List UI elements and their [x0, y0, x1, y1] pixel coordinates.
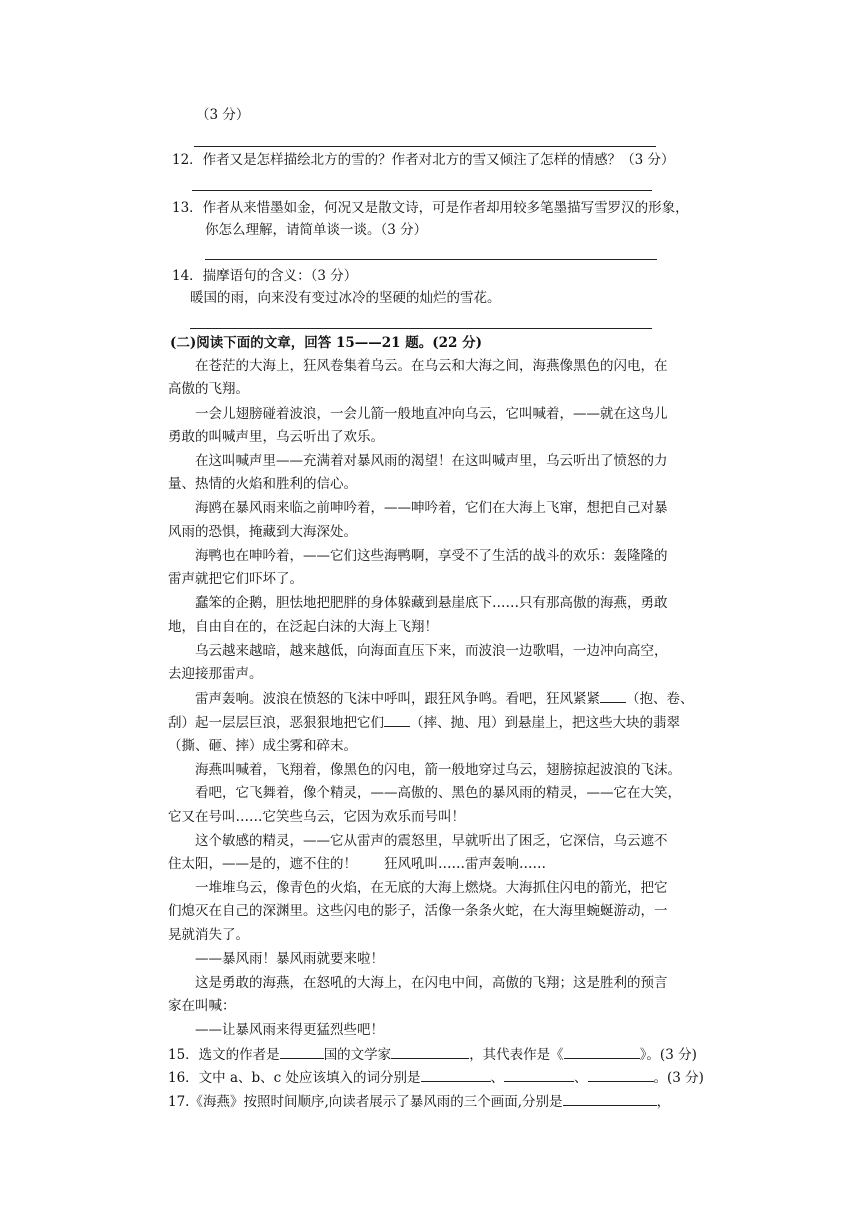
answer-line — [190, 328, 652, 329]
blank-b[interactable] — [384, 712, 410, 727]
passage-line: （撕、砸、摔）成尘雾和碎末。 — [168, 738, 357, 754]
passage-text: （抱、卷、 — [626, 691, 694, 707]
passage-line: 家在叫喊： — [168, 998, 236, 1014]
answer-blank[interactable] — [391, 1044, 469, 1059]
question-text: ，其代表作是《 — [469, 1047, 564, 1063]
passage-line: ——暴风雨！暴风雨就要来啦！ — [195, 951, 384, 967]
blank-a[interactable] — [600, 688, 626, 703]
passage-text: 雷声轰响。波浪在愤怒的飞沫中呼叫，跟狂风争鸣。看吧，狂风紧紧 — [195, 691, 600, 707]
answer-blank[interactable] — [421, 1067, 491, 1082]
question-13-line-1: 13．作者从来惜墨如金，何况又是散文诗，可是作者却用较多笔墨描写雪罗汉的形象， — [172, 200, 689, 216]
passage-text: 刮）起一层层巨浪，恶狠狠地把它们 — [168, 715, 384, 731]
passage-line: ——让暴风雨来得更猛烈些吧！ — [195, 1022, 384, 1038]
passage-line: 乌云越来越暗，越来越低，向海面直压下来，而波浪一边歌唱，一边冲向高空， — [195, 643, 668, 659]
passage-line: 看吧，它飞舞着，像个精灵，——高傲的、黑色的暴风雨的精灵，——它在大笑， — [195, 785, 681, 801]
answer-blank[interactable] — [280, 1044, 324, 1059]
answer-blank[interactable] — [504, 1067, 574, 1082]
answer-line — [192, 190, 652, 191]
section-heading: (二)阅读下面的文章，回答 15——21 题。(22 分) — [170, 335, 483, 351]
passage-line: 一堆堆乌云，像青色的火焰，在无底的大海上燃烧。大海抓住闪电的箭光，把它 — [195, 880, 668, 896]
passage-line: 它又在号叫……它笑些乌云，它因为欢乐而号叫！ — [168, 809, 465, 825]
passage-line: 一会儿翅膀碰着波浪，一会儿箭一般地直冲向乌云，它叫喊着，——就在这鸟儿 — [195, 406, 668, 422]
passage-line: 海鸥在暴风雨来临之前呻吟着，——呻吟着，它们在大海上飞窜，想把自己对暴 — [195, 500, 668, 516]
passage-line: 住太阳，——是的，遮不住的！ 狂风吼叫……雷声轰响…… — [168, 856, 546, 872]
passage-line: 这个敏感的精灵，——它从雷声的震怒里，早就听出了困乏，它深信，乌云遮不 — [195, 833, 668, 849]
passage-line: 海燕叫喊着，飞翔着，像黑色的闪电，箭一般地穿过乌云，翅膀掠起波浪的飞沫。 — [195, 762, 681, 778]
question-12: 12．作者又是怎样描绘北方的雪的？作者对北方的雪又倾注了怎样的情感？（3 分） — [172, 152, 675, 168]
passage-line: 在苍茫的大海上，狂风卷集着乌云。在乌云和大海之间，海燕像黑色的闪电，在 — [195, 358, 668, 374]
question-17 — [168, 1091, 670, 1112]
question-text: 16．文中 a、b、c 处应该填入的词分别是 — [168, 1070, 421, 1086]
answer-line — [205, 259, 657, 260]
question-text: 、 — [574, 1070, 588, 1086]
passage-line: 勇敢的叫喊声里，乌云听出了欢乐。 — [168, 429, 384, 445]
answer-blank[interactable] — [563, 1091, 657, 1106]
passage-text: （摔、抛、甩）到悬崖上，把这些大块的翡翠 — [410, 715, 680, 731]
score-note: （3 分） — [196, 107, 250, 123]
question-text: 17.《海燕》按照时间顺序,向读者展示了暴风雨的三个画面,分别是 — [168, 1094, 563, 1110]
passage-line: 雷声就把它们吓坏了。 — [168, 571, 303, 587]
question-14-line-2: 暖国的雨，向来没有变过冰冷的坚硬的灿烂的雪花。 — [190, 290, 501, 306]
question-13-line-2: 你怎么理解，请简单谈一谈。（3 分） — [205, 222, 428, 238]
passage-line: 这是勇敢的海燕，在怒吼的大海上，在闪电中间，高傲的飞翔；这是胜利的预言 — [195, 975, 668, 991]
question-text: 》。(3 分) — [639, 1047, 697, 1063]
passage-line: 地，自由自在的，在泛起白沫的大海上飞翔！ — [168, 619, 438, 635]
passage-line: 在这叫喊声里——充满着对暴风雨的渴望！在这叫喊声里，乌云听出了愤怒的力 — [195, 453, 668, 469]
answer-line — [194, 146, 656, 147]
question-16 — [168, 1067, 704, 1088]
question-text: ， — [656, 1094, 671, 1110]
question-text: 15．选文的作者是 — [168, 1047, 280, 1063]
passage-line: 去迎接那雷声。 — [168, 666, 263, 682]
question-14-line-1: 14．揣摩语句的含义：（3 分） — [172, 268, 358, 284]
passage-line: 蠢笨的企鹅，胆怯地把肥胖的身体躲藏到悬崖底下……只有那高傲的海燕，勇敢 — [195, 595, 668, 611]
passage-line: 们熄灭在自己的深渊里。这些闪电的影子，活像一条条火蛇，在大海里蜿蜒游动，一 — [168, 903, 668, 919]
question-text: 。(3 分) — [653, 1070, 704, 1086]
passage-line — [195, 688, 694, 709]
question-text: 、 — [490, 1070, 505, 1086]
passage-line: 海鸭也在呻吟着，——它们这些海鸭啊，享受不了生活的战斗的欢乐：轰隆隆的 — [195, 548, 668, 564]
answer-blank[interactable] — [564, 1044, 640, 1059]
passage-line: 量、热情的火焰和胜利的信心。 — [168, 476, 357, 492]
answer-blank[interactable] — [588, 1067, 654, 1082]
question-text: 国的文学家 — [323, 1047, 392, 1063]
passage-line — [168, 712, 680, 733]
passage-line: 风雨的恐惧，掩藏到大海深处。 — [168, 524, 357, 540]
question-15 — [168, 1044, 697, 1065]
passage-line: 高傲的飞翔。 — [168, 381, 249, 397]
passage-line: 晃就消失了。 — [168, 927, 249, 943]
